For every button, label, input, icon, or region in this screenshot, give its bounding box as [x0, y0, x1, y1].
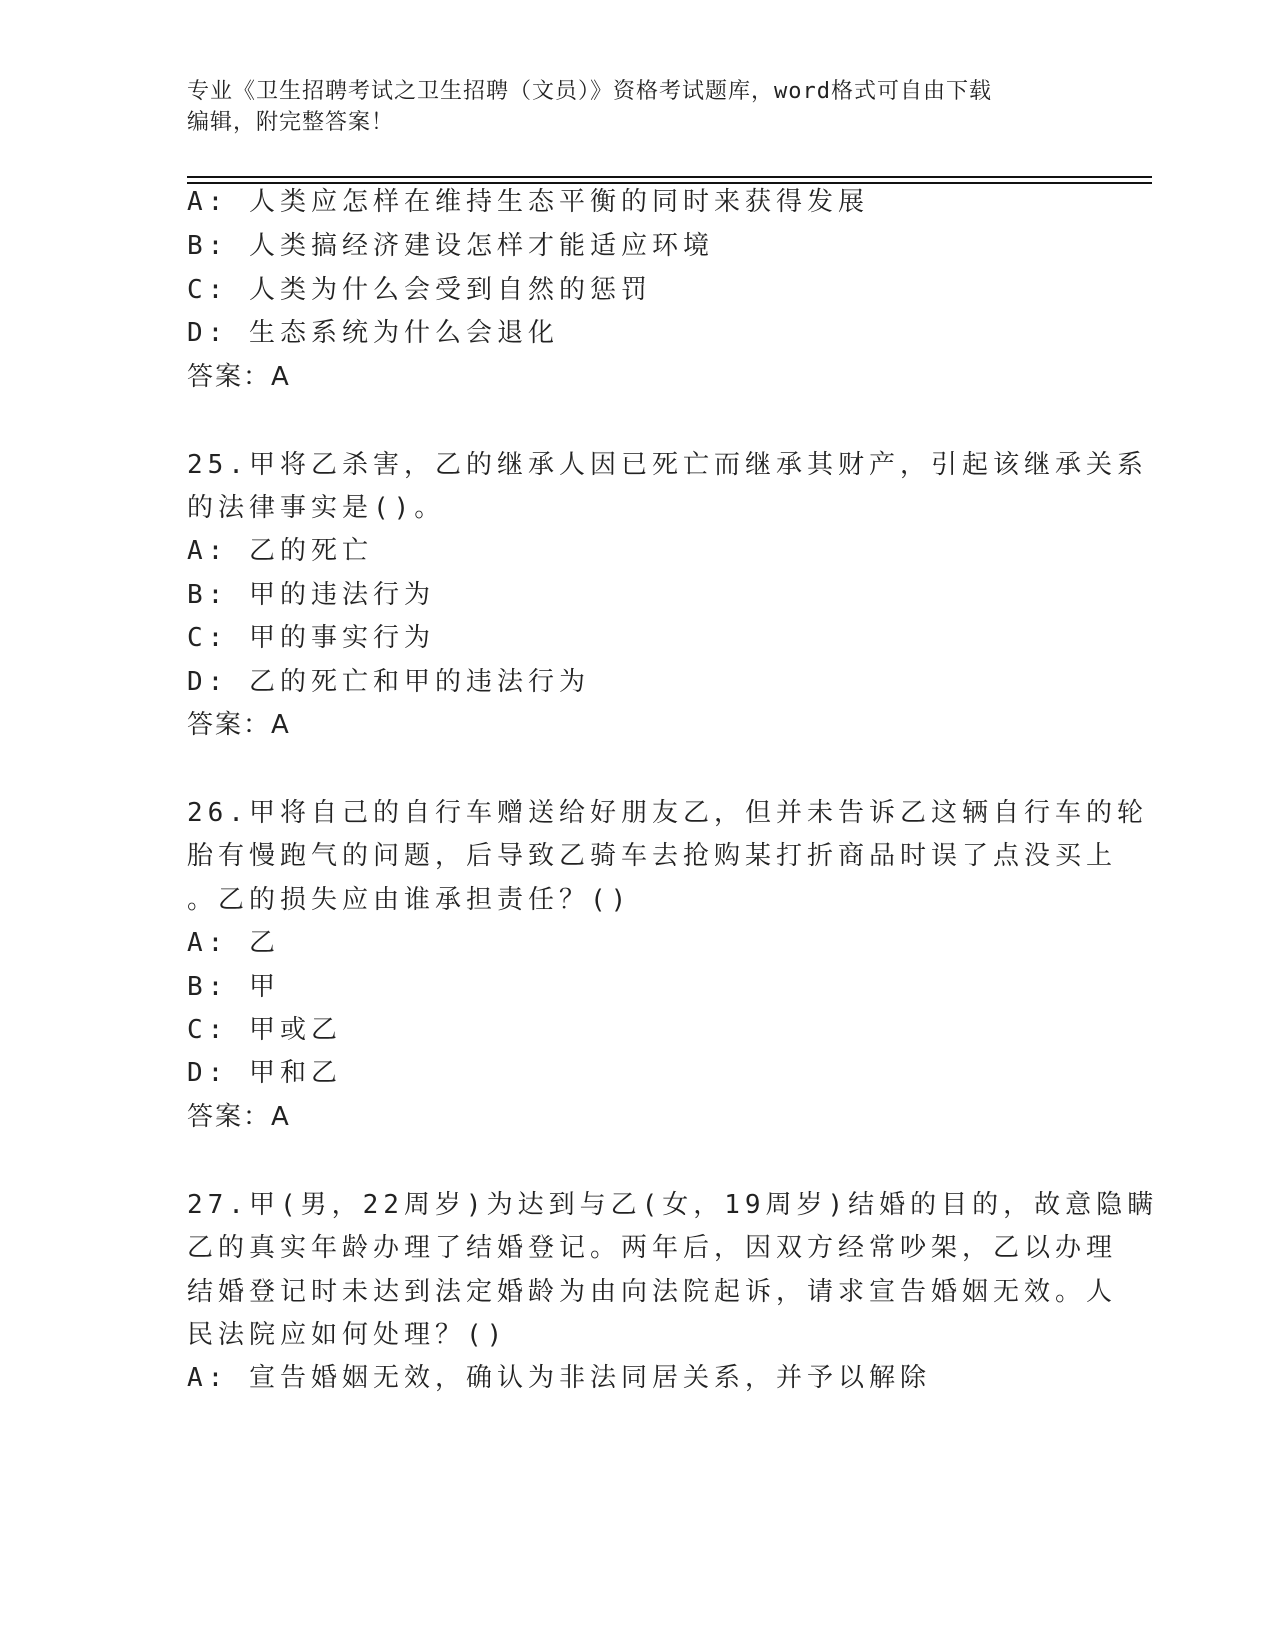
q25-answer: 答案：A [187, 710, 291, 740]
q25-option-c: C: 甲的事实行为 [187, 623, 435, 653]
header-line-2: 编辑，附完整答案！ [187, 110, 395, 135]
header-line-1: 专业《卫生招聘考试之卫生招聘（文员）》资格考试题库，word格式可自由下载 [187, 79, 992, 104]
q25-stem-line-2: 的法律事实是()。 [187, 493, 446, 523]
q26-stem-line-3: 。乙的损失应由谁承担责任？() [187, 885, 632, 915]
q26-option-d: D: 甲和乙 [187, 1058, 342, 1088]
q24-option-b: B: 人类搞经济建设怎样才能适应环境 [187, 231, 714, 261]
q27-stem-line-1: 27.甲(男，22周岁)为达到与乙(女，19周岁)结婚的目的，故意隐瞒 [187, 1190, 1159, 1220]
q25-option-d: D: 乙的死亡和甲的违法行为 [187, 667, 590, 697]
q24-option-a: A: 人类应怎样在维持生态平衡的同时来获得发展 [187, 187, 869, 217]
header-divider-top [187, 176, 1152, 178]
q26-option-c: C: 甲或乙 [187, 1015, 342, 1045]
document-header [187, 76, 1067, 138]
q27-option-a: A: 宣告婚姻无效，确认为非法同居关系，并予以解除 [187, 1363, 931, 1393]
q25-option-b: B: 甲的违法行为 [187, 580, 435, 610]
q26-option-a: A: 乙 [187, 928, 280, 958]
q25-option-a: A: 乙的死亡 [187, 536, 373, 566]
q26-answer: 答案：A [187, 1102, 291, 1132]
q24-answer: 答案：A [187, 362, 291, 392]
q26-stem-line-2: 胎有慢跑气的问题，后导致乙骑车去抢购某打折商品时误了点没买上 [187, 841, 1118, 871]
q24-option-d: D: 生态系统为什么会退化 [187, 318, 559, 348]
q27-stem-line-2: 乙的真实年龄办理了结婚登记。两年后，因双方经常吵架，乙以办理 [187, 1233, 1118, 1263]
q27-stem-line-3: 结婚登记时未达到法定婚龄为由向法院起诉，请求宣告婚姻无效。人 [187, 1277, 1118, 1307]
q26-stem-line-1: 26.甲将自己的自行车赠送给好朋友乙，但并未告诉乙这辆自行车的轮 [187, 798, 1148, 828]
q24-option-c: C: 人类为什么会受到自然的惩罚 [187, 275, 652, 305]
q25-stem-line-1: 25.甲将乙杀害，乙的继承人因已死亡而继承其财产，引起该继承关系 [187, 450, 1148, 480]
q26-option-b: B: 甲 [187, 972, 280, 1002]
q27-stem-line-4: 民法院应如何处理？() [187, 1320, 508, 1350]
